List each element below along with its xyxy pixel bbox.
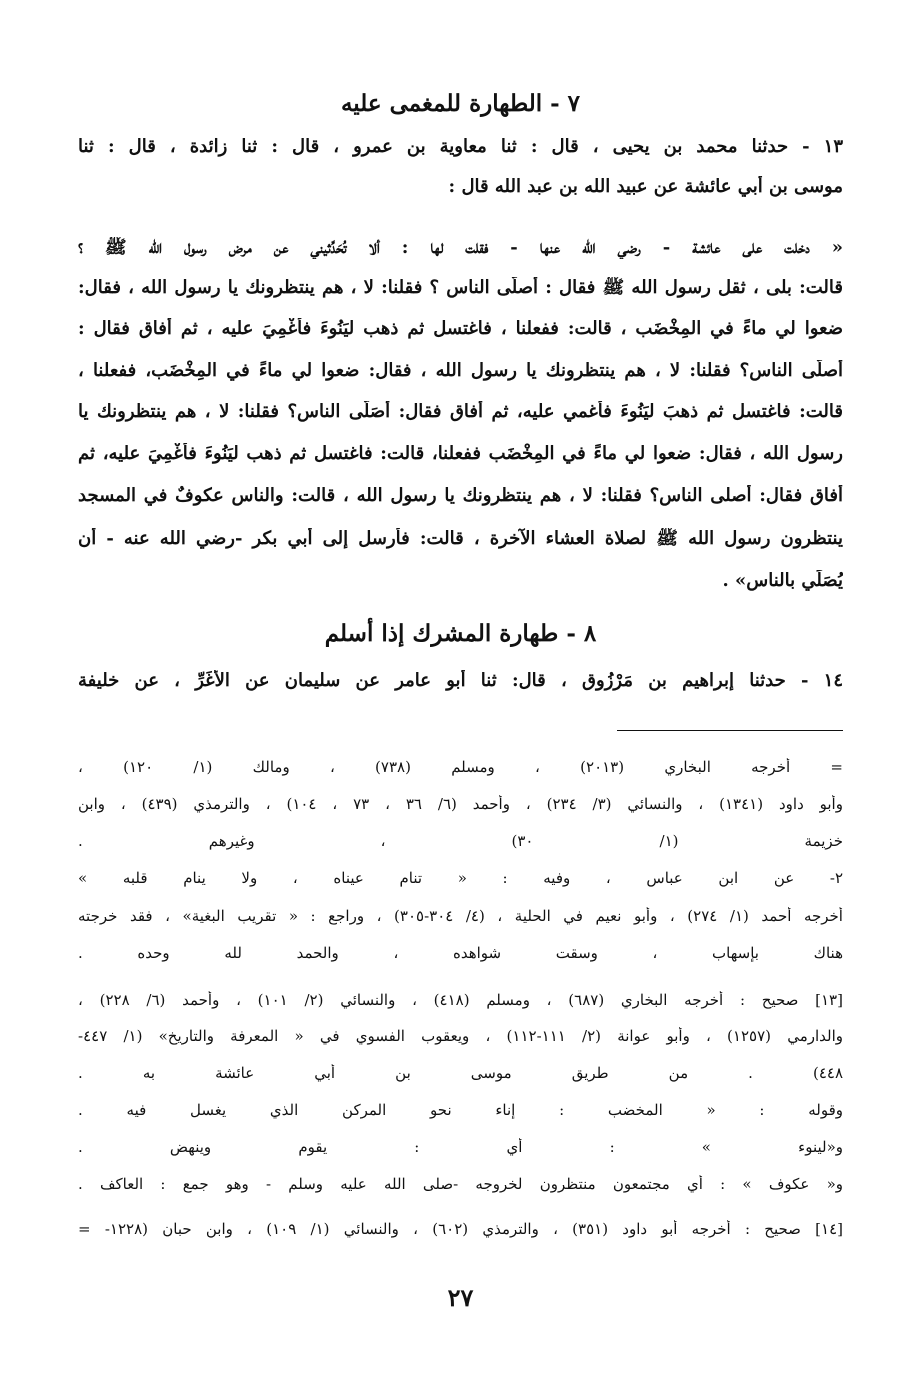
hadith-line: أفاق فقال: أصلى الناس؟ فقلنا: لا ، هم ينتظرونك يا رسول الله ، قالت: والناس عكوفٌ في المسجد	[78, 485, 843, 506]
footnote-line: خزيمة (١/ ٣٠) ، وغيرهم .	[78, 832, 843, 850]
footnote-line: ٤٤٨) . من طريق موسى بن أبي عائشة به .	[78, 1064, 843, 1082]
isnad-line: ١٣ - حدثنا محمد بن يحيى ، قال : ثنا معاوية بن عمرو ، قال : ثنا زائدة ، قال : ثنا	[78, 136, 843, 157]
footnote-line: والدارمي (١٢٥٧) ، وأبو عوانة (٢/ ١١١-١١٢) ، ويعقوب الفسوي في « المعرفة والتاريخ» (١/ ٤٤٧-	[78, 1027, 843, 1045]
footnote-separator	[617, 730, 843, 731]
footnote-line: [١٣] صحيح : أخرجه البخاري (٦٨٧) ، ومسلم (٤١٨) ، والنسائي (٢/ ١٠١) ، وأحمد (٦/ ٢٢٨) ،	[78, 991, 843, 1009]
hadith-line: « دخلت على عائشة - رضي الله عنها - فقلت لها : ألا تُحَدِّثيني عن مرض رسول الله ﷺ ؟	[78, 237, 843, 258]
hadith-line: يُصَلِّي بالناس» .	[722, 570, 843, 591]
footnote-line: هناك بإسهاب ، وسقت شواهده ، والحمد لله وحده .	[78, 944, 843, 962]
page-number: ٢٧	[447, 1283, 474, 1312]
hadith-line: قالت: بلى ، ثقل رسول الله ﷺ فقال : أصلَّى الناس ؟ فقلنا: لا ، هم ينتظرونك يا رسول الله ، فقال:	[78, 277, 843, 298]
footnote-line: و«لينوء » : أي : يقوم وينهض .	[78, 1138, 843, 1156]
section-heading-8: ٨ - طهارة المشرك إذا أسلم	[324, 620, 597, 647]
footnote-line: و« عكوف » : أي مجتمعون منتظرون لخروجه -صلى الله عليه وسلم - وهو جمع : العاكف .	[78, 1175, 843, 1193]
hadith-line: ينتظرون رسول الله ﷺ لصلاة العشاء الآخرة ، قالت: فأرسل إلى أبي بكر -رضي الله عنه - أن	[78, 528, 843, 549]
hadith-line: أصلَّى الناس؟ فقلنا: لا ، هم ينتظرونك يا رسول الله ، فقال: ضعوا لي ماءً في المِخْضَب، ففعلنا ،	[78, 360, 843, 381]
hadith-line: رسول الله ، فقال: ضعوا لي ماءً في المِخْضَب ففعلنا، قالت: فاغتسل ثم ذهب ليَنُوءَ فأُغْمِيَ عليه، ثم	[78, 443, 843, 464]
footnote-line: ٢- عن ابن عباس ، وفيه : « تنام عيناه ، ولا ينام قلبه »	[78, 869, 843, 887]
footnote-line: وأبو داود (١٣٤١) ، والنسائي (٣/ ٢٣٤) ، وأحمد (٦/ ٣٦ ، ٧٣ ، ١٠٤) ، والترمذي (٤٣٩) ، وابن	[78, 795, 843, 813]
isnad-line: موسى بن أبي عائشة عن عبيد الله بن عبد الله قال :	[448, 176, 843, 197]
footnote-line: = أخرجه البخاري (٢٠١٣) ، ومسلم (٧٣٨) ، ومالك (١/ ١٢٠) ،	[78, 758, 843, 776]
footnote-line: [١٤] صحيح : أخرجه أبو داود (٣٥١) ، والترمذي (٦٠٢) ، والنسائي (١/ ١٠٩) ، وابن حبان (١٢٢٨- =	[78, 1220, 843, 1238]
hadith-line: قالت: فاغتسل ثم ذهبَ ليَنُوءَ فأغمي عليه، ثم أفاق فقال: أصَلَّى الناس؟ فقلنا: لا ، هم ينتظرونك يا	[78, 401, 843, 422]
isnad-line: ١٤ - حدثنا إبراهيم بن مَرْزُوق ، قال: ثنا أبو عامر عن سليمان عن الأغَرِّ ، عن خليفة	[78, 670, 843, 691]
section-heading-7: ٧ - الطهارة للمغمى عليه	[340, 90, 581, 117]
footnote-line: أخرجه أحمد (١/ ٢٧٤) ، وأبو نعيم في الحلية ، (٤/ ٣٠٤-٣٠٥) ، وراجع : « تقريب البغية» ، فقد خرجته	[78, 907, 843, 925]
footnote-line: وقوله : « المخضب : إناء نحو المركن الذي يغسل فيه .	[78, 1101, 843, 1119]
hadith-line: ضعوا لي ماءً في المِخْضَب ، قالت: ففعلنا ، فاغتسل ثم ذهب ليَنُوءَ فأُغْمِيَ عليه ، ثم أفاق فقال :	[78, 318, 843, 339]
book-page	[78, 0, 843, 1375]
